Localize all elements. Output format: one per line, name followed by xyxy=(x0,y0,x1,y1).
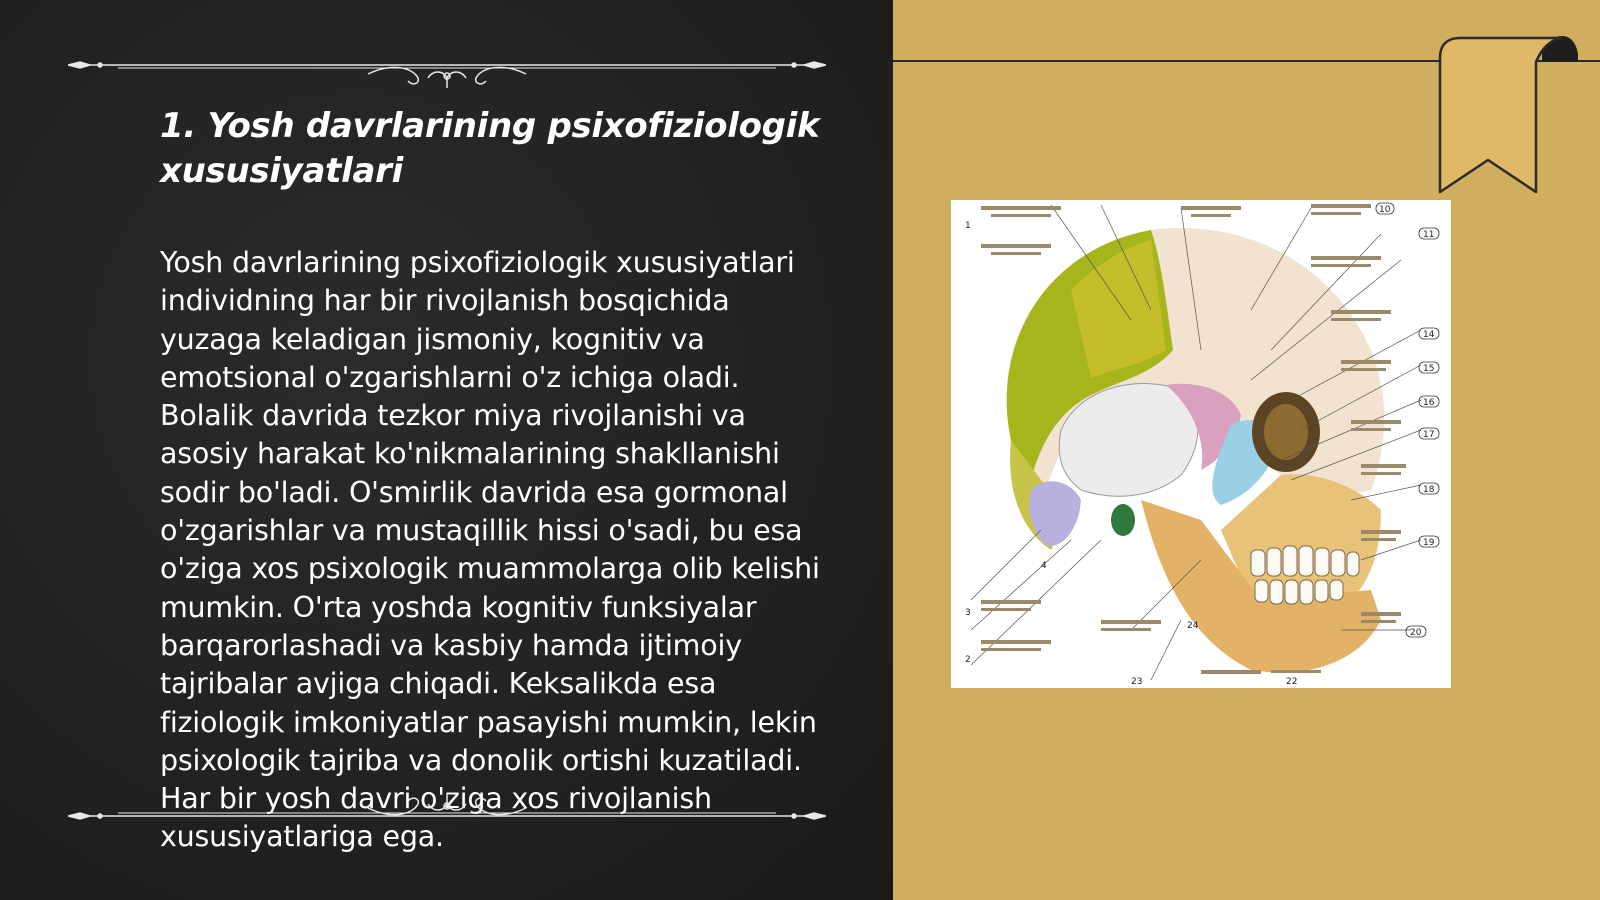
label-number-11: 11 xyxy=(1423,230,1435,240)
label-number-24: 24 xyxy=(1187,621,1199,631)
label-number-22: 22 xyxy=(1286,677,1298,687)
label-number-10: 10 xyxy=(1379,205,1391,215)
filigree-divider-bottom-icon xyxy=(68,794,826,834)
label-number-3: 3 xyxy=(965,608,971,618)
filigree-divider-top-icon xyxy=(68,48,826,88)
label-number-16: 16 xyxy=(1423,398,1435,408)
ribbon-bookmark-icon xyxy=(1438,36,1578,200)
label-number-1: 1 xyxy=(965,221,971,231)
label-number-2: 2 xyxy=(965,655,971,665)
skull-anatomy-figure xyxy=(951,200,1451,688)
label-number-14: 14 xyxy=(1423,330,1435,340)
label-number-17: 17 xyxy=(1423,430,1435,440)
label-number-23: 23 xyxy=(1131,677,1143,687)
label-number-4: 4 xyxy=(1041,561,1047,571)
slide-title: 1. Yosh davrlarining psixofiziologik xususiyatlari xyxy=(160,106,820,191)
label-number-20: 20 xyxy=(1410,628,1422,638)
slide-body-text: Yosh davrlarining psixofiziologik xususiyatlari individning har bir rivojlanish bosqichida yuzaga keladigan jismoniy, kognitiv va emotsional o'zgarishlarni o'z ichiga oladi. Bolalik davrida tezkor miya rivojlanishi va asosiy harakat ko'nikmalarining shakllanishi sodir bo'ladi. O'smirlik davrida esa gormonal o'zgarishlar va mustaqillik hissi o'sadi, bu esa o'ziga xos psixologik muammolarga olib kelishi mumkin. O'rta yoshda kognitiv funksiyalar barqarorlashadi va kasbiy hamda ijtimoiy tajribalar avjiga chiqadi. Keksalikda esa fiziologik imkoniyatlar pasayishi mumkin, lekin psixologik tajriba va donolik ortishi kuzatiladi. Har bir yosh davri o'ziga xos rivojlanish xususiyatlariga ega. xyxy=(160,246,820,854)
skull-diagram-icon xyxy=(951,200,1451,688)
label-number-15: 15 xyxy=(1423,364,1435,374)
label-number-18: 18 xyxy=(1423,485,1435,495)
label-number-19: 19 xyxy=(1423,538,1435,548)
